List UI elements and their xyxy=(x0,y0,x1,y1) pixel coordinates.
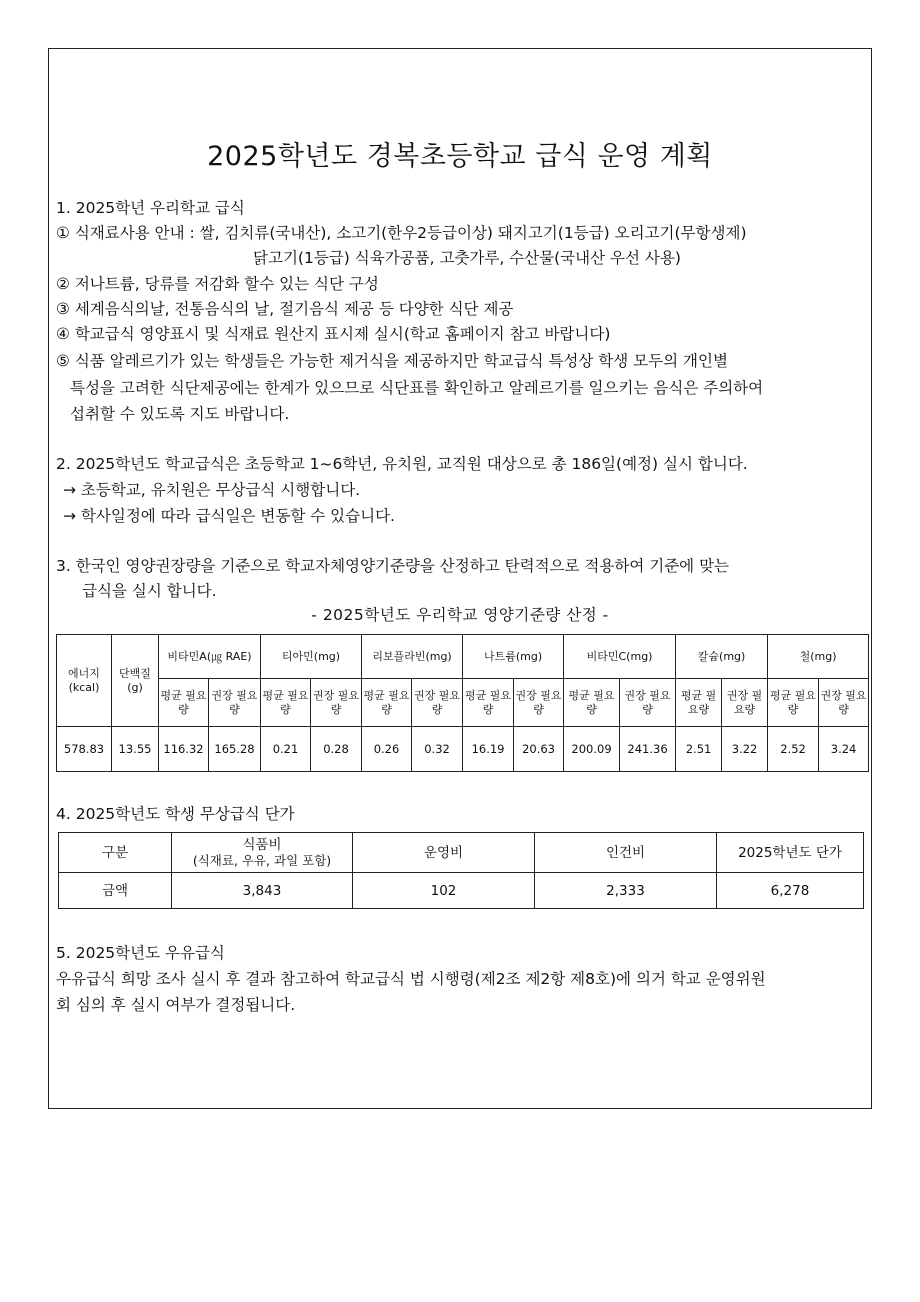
table-cell: 0.32 xyxy=(412,727,463,772)
unit-price-header: 2025학년도 단가 xyxy=(717,833,864,873)
section1-item5-line2: 특성을 고려한 식단제공에는 한계가 있으므로 식단표를 확인하고 알레르기를 일으키는 음식은 주의하여 xyxy=(70,379,764,397)
avg-requirement-header: 평균 필요량 xyxy=(768,679,819,727)
section5-body-line1: 우유급식 희망 조사 실시 후 결과 참고하여 학교급식 법 시행령(제2조 제2항 제8호)에 의거 학교 운영위원 xyxy=(56,970,766,988)
food-cost-header xyxy=(172,833,353,873)
section1-item5-line1: ⑤ 식품 알레르기가 있는 학생들은 가능한 제거식을 제공하지만 학교급식 특성상 학생 모두의 개인별 xyxy=(56,352,728,370)
section1-item4: ④ 학교급식 영양표시 및 식재료 원산지 표시제 실시(학교 홈페이지 참고 바랍니다) xyxy=(56,325,611,343)
food-cost-header-line1: 식품비 xyxy=(242,836,282,853)
avg-requirement-header: 평균 필요량 xyxy=(564,679,620,727)
rec-requirement-header: 권장 필요량 xyxy=(620,679,676,727)
section3-heading-line1: 3. 한국인 영양권장량을 기준으로 학교자체영양기준량을 산정하고 탄력적으로 적용하여 기준에 맞는 xyxy=(56,557,730,575)
vitamin-a-header: 비타민A(㎍ RAE) xyxy=(159,635,261,679)
table-cell: 13.55 xyxy=(112,727,159,772)
section1-item1-line1: ① 식재료사용 안내 : 쌀, 김치류(국내산), 소고기(한우2등급이상) 돼지고기(1등급) 오리고기(무항생제) xyxy=(56,224,747,242)
food-cost-header-line2: (식재료, 우유, 과일 포함) xyxy=(192,852,332,868)
table-cell: 0.26 xyxy=(362,727,412,772)
vitamin-c-header: 비타민C(mg) xyxy=(564,635,676,679)
table-cell: 165.28 xyxy=(209,727,261,772)
food-cost-value: 3,843 xyxy=(172,873,353,909)
rec-requirement-header: 권장 필요량 xyxy=(412,679,463,727)
thiamin-header: 티아민(mg) xyxy=(261,635,362,679)
sodium-header: 나트륨(mg) xyxy=(463,635,564,679)
table-cell: 578.83 xyxy=(57,727,112,772)
table-cell: 241.36 xyxy=(620,727,676,772)
section5-heading: 5. 2025학년도 우유급식 xyxy=(56,944,225,962)
avg-requirement-header: 평균 필요량 xyxy=(362,679,412,727)
section1-item2: ② 저나트륨, 당류를 저감화 할수 있는 식단 구성 xyxy=(56,275,379,293)
section1-item1-line2: 닭고기(1등급) 식육가공품, 고춧가루, 수산물(국내산 우선 사용) xyxy=(253,249,681,267)
section1-item3: ③ 세계음식의날, 전통음식의 날, 절기음식 제공 등 다양한 식단 제공 xyxy=(56,300,514,318)
unit-price-value: 6,278 xyxy=(717,873,864,909)
labor-cost-value: 2,333 xyxy=(535,873,717,909)
table-cell: 3.22 xyxy=(722,727,768,772)
operation-cost-value: 102 xyxy=(353,873,535,909)
rec-requirement-header: 권장 필요량 xyxy=(209,679,261,727)
calcium-header: 칼슘(mg) xyxy=(676,635,768,679)
rec-requirement-header: 권장 필요량 xyxy=(311,679,362,727)
table-cell: 0.28 xyxy=(311,727,362,772)
iron-header: 철(mg) xyxy=(768,635,869,679)
rec-requirement-header: 권장 필요량 xyxy=(514,679,564,727)
operation-cost-header: 운영비 xyxy=(353,833,535,873)
avg-requirement-header: 평균 필요량 xyxy=(261,679,311,727)
table-cell: 20.63 xyxy=(514,727,564,772)
table-cell: 116.32 xyxy=(159,727,209,772)
section2-bullet2: → 학사일정에 따라 급식일은 변동할 수 있습니다. xyxy=(63,507,395,525)
section2-bullet1: → 초등학교, 유치원은 무상급식 시행합니다. xyxy=(63,481,361,499)
section4-heading: 4. 2025학년도 학생 무상급식 단가 xyxy=(56,805,295,823)
table-cell: 2.52 xyxy=(768,727,819,772)
labor-cost-header: 인건비 xyxy=(535,833,717,873)
section1-item5-line3: 섭취할 수 있도록 지도 바랍니다. xyxy=(70,405,290,423)
rec-requirement-header: 권장 필요량 xyxy=(819,679,869,727)
section5-body-line2: 회 심의 후 실시 여부가 결정됩니다. xyxy=(56,996,296,1014)
amount-label: 금액 xyxy=(59,873,172,909)
avg-requirement-header: 평균 필요량 xyxy=(463,679,514,727)
table-cell: 0.21 xyxy=(261,727,311,772)
section3-heading-line2: 급식을 실시 합니다. xyxy=(82,582,217,600)
section2-heading: 2. 2025학년도 학교급식은 초등학교 1~6학년, 유치원, 교직원 대상으로 총 186일(예정) 실시 합니다. xyxy=(56,455,748,473)
rec-requirement-header: 권장 필요량 xyxy=(722,679,768,727)
nutrition-standard-table xyxy=(56,634,869,772)
section1-heading: 1. 2025학년 우리학교 급식 xyxy=(56,199,245,217)
table-cell: 2.51 xyxy=(676,727,722,772)
category-header: 구분 xyxy=(59,833,172,873)
table-cell: 3.24 xyxy=(819,727,869,772)
table-cell: 200.09 xyxy=(564,727,620,772)
table-cell: 16.19 xyxy=(463,727,514,772)
page-title: 2025학년도 경복초등학교 급식 운영 계획 xyxy=(207,141,713,172)
avg-requirement-header: 평균 필요량 xyxy=(676,679,722,727)
riboflavin-header: 리보플라빈(mg) xyxy=(362,635,463,679)
protein-header: 단백질 (g) xyxy=(112,635,159,727)
meal-price-table xyxy=(58,832,864,909)
avg-requirement-header: 평균 필요량 xyxy=(159,679,209,727)
nutrition-table-caption: - 2025학년도 우리학교 영양기준량 산정 - xyxy=(311,606,609,624)
energy-header: 에너지 (kcal) xyxy=(57,635,112,727)
